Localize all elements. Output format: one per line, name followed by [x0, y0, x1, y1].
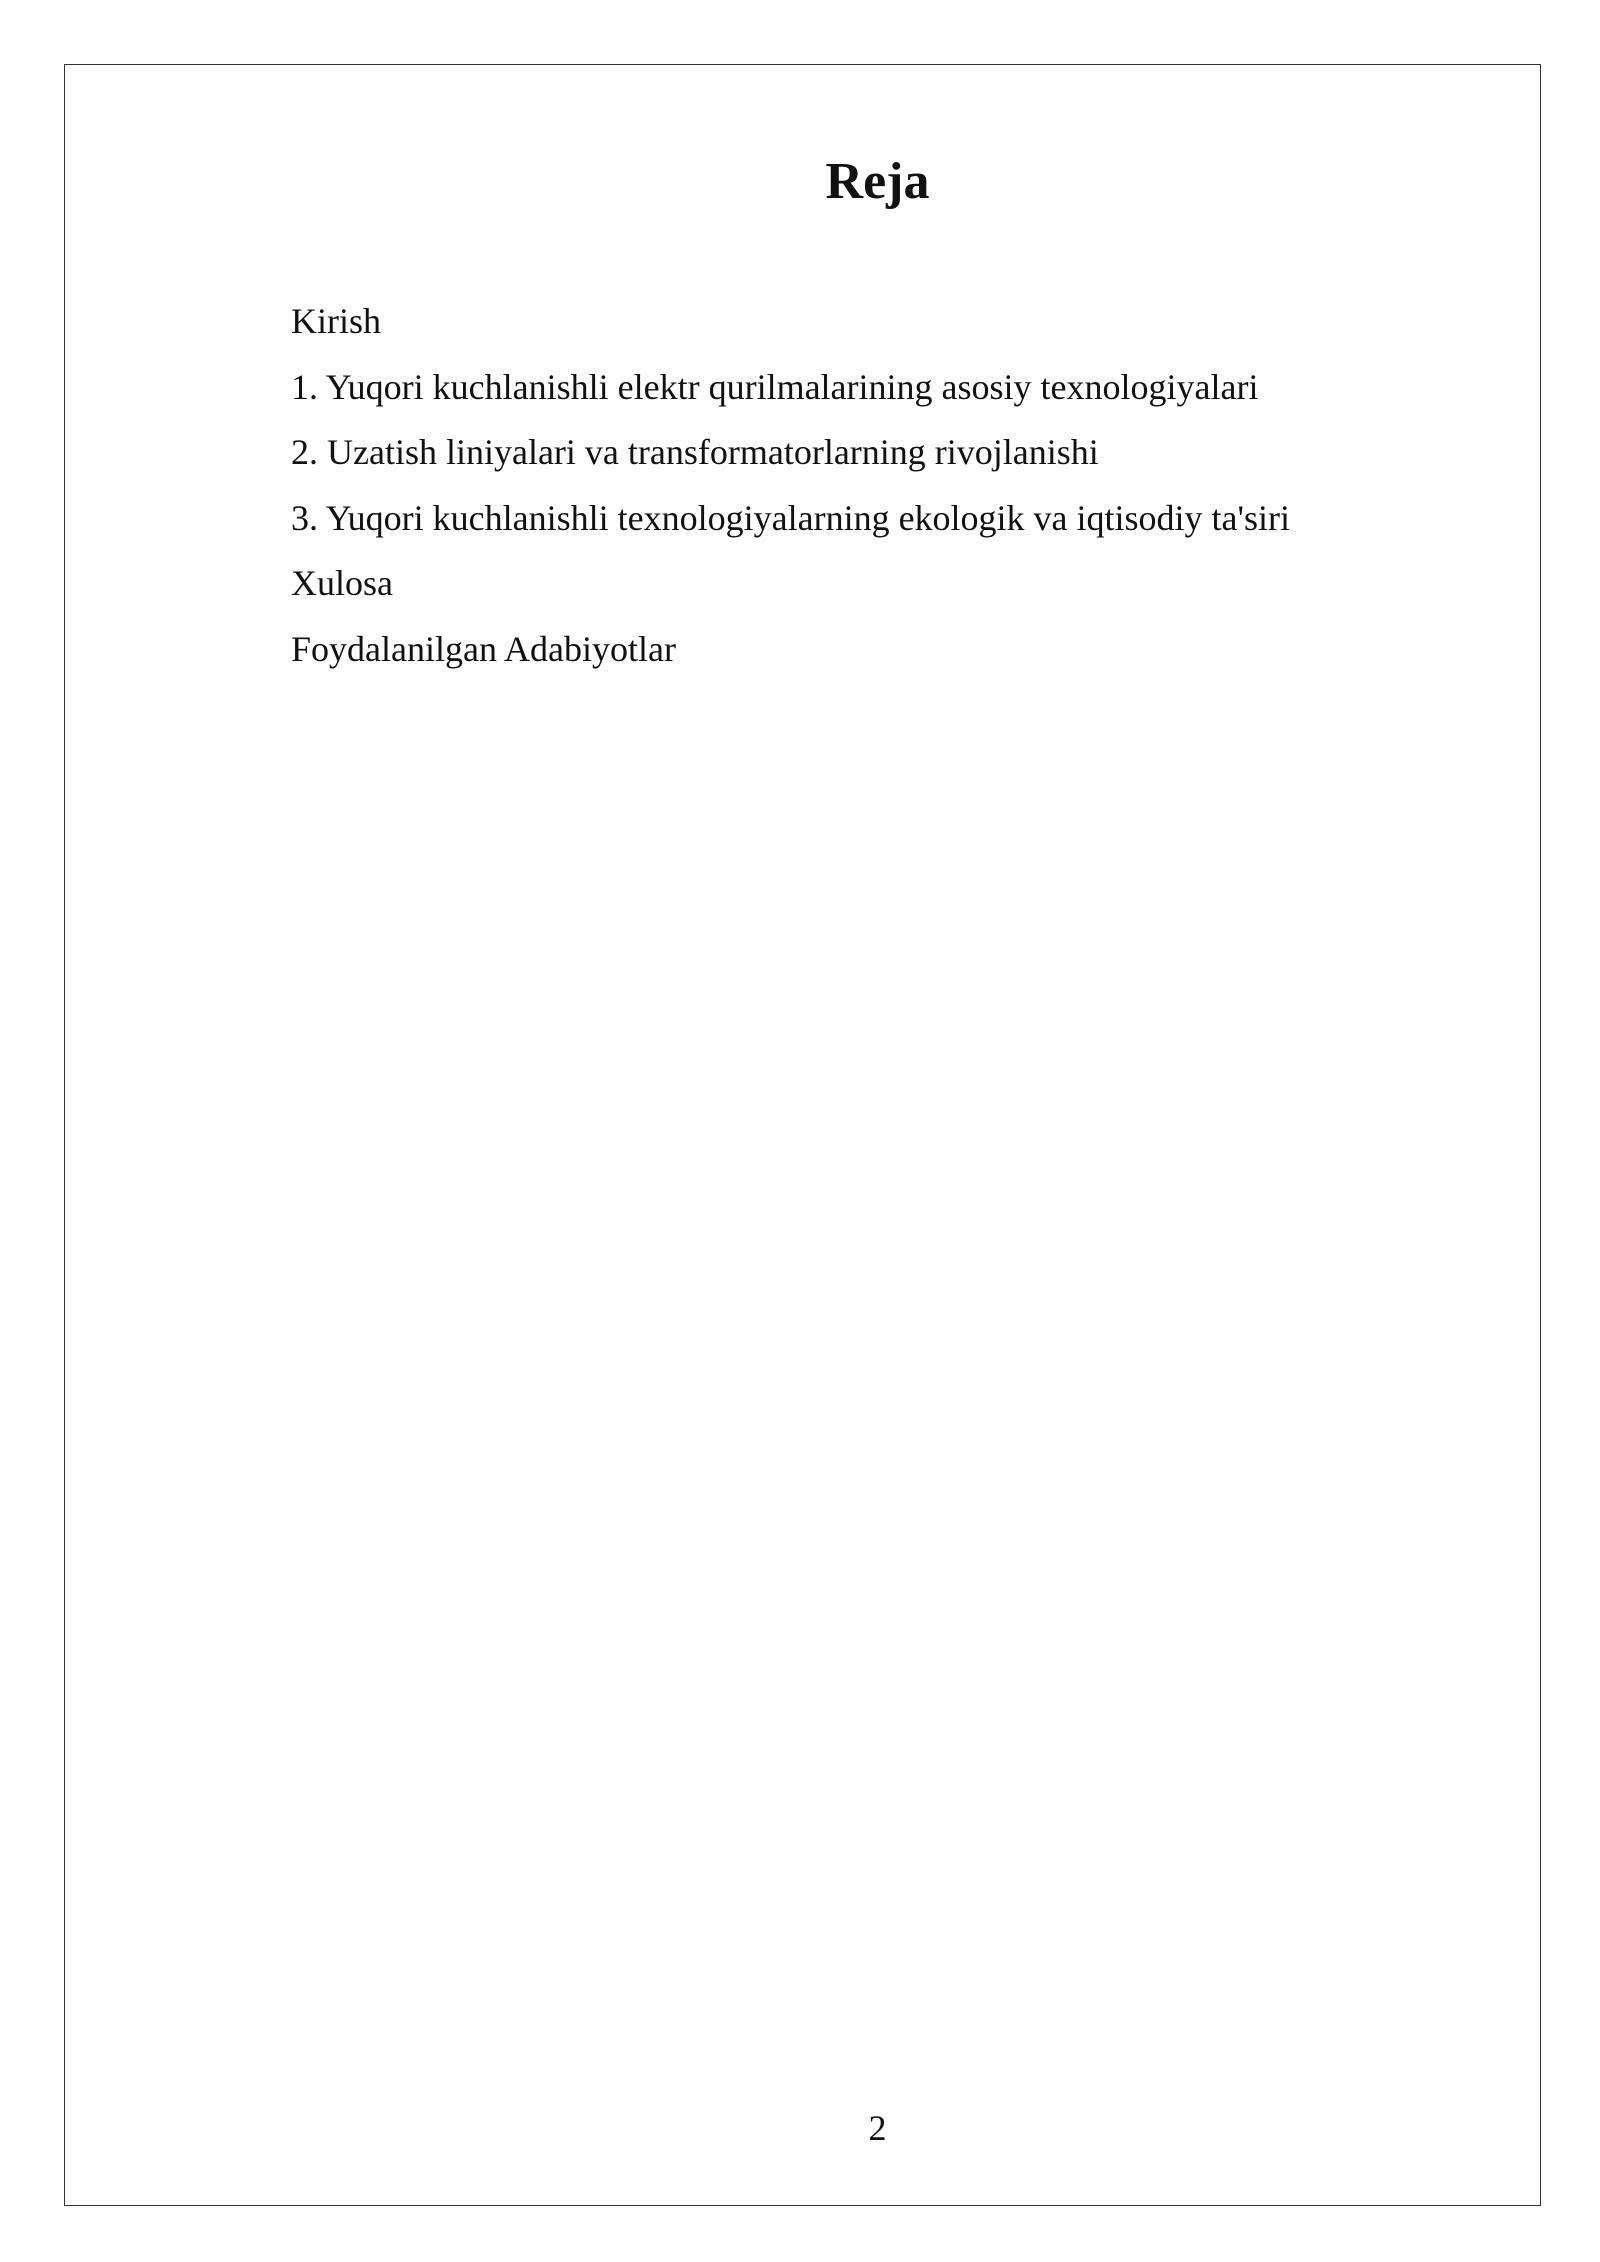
toc-item-3: 3. Yuqori kuchlanishli texnologiyalarning ekologik va iqtisodiy ta'siri	[291, 497, 1291, 538]
table-of-contents	[291, 289, 1290, 682]
toc-item-1: 1. Yuqori kuchlanishli elektr qurilmalarining asosiy texnologiyalari	[291, 366, 1259, 407]
page-title: Reja	[825, 153, 930, 210]
toc-item-references: Foydalanilgan Adabiyotlar	[291, 628, 676, 669]
toc-item-introduction: Kirish	[291, 301, 381, 341]
toc-item-conclusion: Xulosa	[291, 563, 393, 603]
toc-item-2: 2. Uzatish liniyalari va transformatorlarning rivojlanishi	[291, 432, 1099, 472]
page-frame	[64, 64, 1541, 2206]
page-number: 2	[868, 2108, 887, 2148]
